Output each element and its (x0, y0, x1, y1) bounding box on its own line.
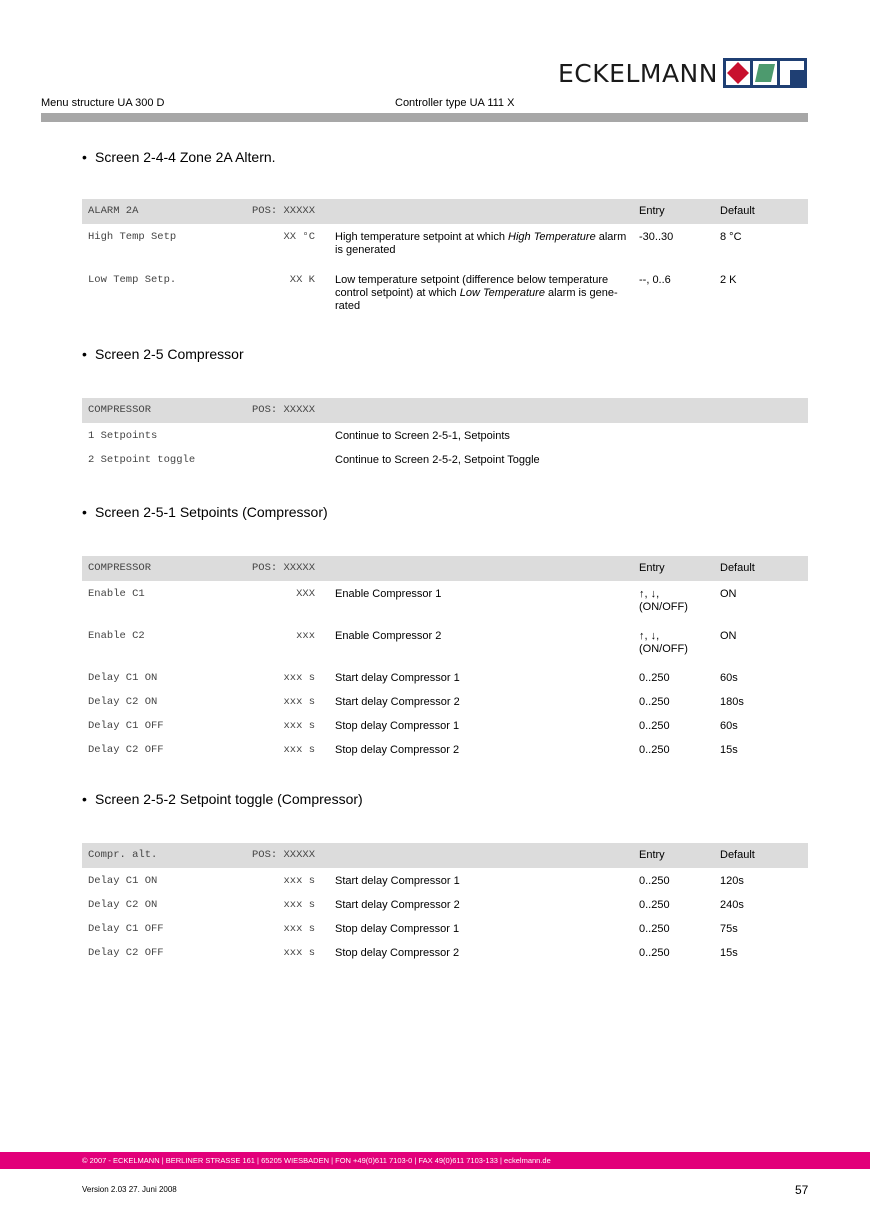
param-value: xxx s (283, 899, 315, 911)
param-entry: 0..250 (639, 899, 670, 911)
param-name: Delay C1 ON (88, 875, 158, 887)
table-row (82, 868, 808, 892)
param-description: Enable Compressor 2 (335, 630, 442, 642)
header-cell: ALARM 2A (82, 199, 237, 224)
param-value: xxx s (283, 672, 315, 684)
param-description: Start delay Compressor 2 (335, 696, 460, 708)
param-description: High temperature setpoint at which High Temperature alarm is generated (335, 231, 627, 256)
param-entry: 0..250 (639, 696, 670, 708)
table-row (82, 737, 808, 761)
header-cell: COMPRESSOR (82, 398, 237, 423)
table-row (82, 581, 808, 618)
header-cell: Default (710, 199, 808, 224)
param-name: Enable C2 (88, 630, 145, 642)
param-value: xxx s (283, 744, 315, 756)
header-cell: Entry (627, 843, 710, 868)
param-value: xxx (296, 630, 315, 642)
param-default: 60s (720, 720, 738, 732)
header-cell: Entry (627, 556, 710, 581)
bullet-icon: • (82, 791, 87, 807)
table-setpoints (82, 556, 808, 761)
param-default: 75s (720, 923, 738, 935)
param-value (237, 447, 315, 471)
header-cell (315, 199, 627, 224)
header-cell: POS: XXXXX (237, 556, 315, 581)
param-default: ON (720, 630, 737, 642)
param-entry (627, 423, 710, 447)
param-description: Stop delay Compressor 2 (335, 744, 460, 756)
header-document-title: Menu structure UA 300 D (41, 97, 165, 109)
param-description: Start delay Compressor 2 (335, 899, 460, 911)
table-compressor (82, 398, 808, 471)
param-entry: -30..30 (639, 231, 674, 243)
param-name: Delay C1 OFF (88, 720, 164, 732)
table-row (82, 916, 808, 940)
param-description: Enable Compressor 1 (335, 588, 442, 600)
header-cell: COMPRESSOR (82, 556, 237, 581)
table-row (82, 618, 808, 660)
param-value: XX K (289, 274, 315, 286)
section-heading-setpoints (82, 503, 808, 521)
param-name: Low Temp Setp. (88, 274, 177, 286)
header-cell (315, 556, 627, 581)
header-cell (315, 398, 627, 423)
param-value (237, 423, 315, 447)
param-default: 240s (720, 899, 744, 911)
header-divider (41, 113, 808, 122)
table-row (82, 689, 808, 713)
param-default: 2 K (720, 274, 737, 286)
param-name: 1 Setpoints (88, 430, 158, 442)
param-entry: ↑, ↓, (ON/OFF) (639, 630, 688, 655)
table-header-row (82, 843, 808, 868)
param-default: ON (720, 588, 737, 600)
param-entry: --, 0..6 (639, 274, 671, 286)
param-value: XXX (296, 588, 315, 600)
heading-text: Screen 2-5-2 Setpoint toggle (Compressor) (95, 791, 363, 807)
param-entry: ↑, ↓, (ON/OFF) (639, 588, 688, 613)
param-name: High Temp Setp (88, 231, 177, 243)
param-description: Start delay Compressor 1 (335, 875, 460, 887)
param-entry: 0..250 (639, 672, 670, 684)
table-header-row (82, 199, 808, 224)
table-row (82, 660, 808, 689)
param-description: Stop delay Compressor 1 (335, 720, 460, 732)
param-default: 180s (720, 696, 744, 708)
table-row (82, 261, 808, 317)
version-info: Version 2.03 27. Juni 2008 (82, 1185, 177, 1194)
header-cell: Compr. alt. (82, 843, 237, 868)
page-number: 57 (795, 1183, 809, 1197)
section-heading-compressor (82, 345, 808, 363)
table-row[interactable] (82, 423, 808, 447)
brand-mark-icon (723, 58, 807, 88)
param-value: xxx s (283, 923, 315, 935)
footer-address: © 2007 - ECKELMANN | BERLINER STRASSE 161 | 65205 WIESBADEN | FON +49(0)611 7103-0 | FAX 49(0)611 7103-133 | eckelmann.de (82, 1156, 551, 1165)
param-value: xxx s (283, 696, 315, 708)
header-cell: POS: XXXXX (237, 199, 315, 224)
param-description: Low temperature setpoint (difference below temperature control setpoint) at which Low Temperature alarm is gene-rated (335, 274, 618, 312)
param-default (710, 423, 808, 447)
param-name: Delay C2 ON (88, 899, 158, 911)
param-default: 8 °C (720, 231, 742, 243)
header-cell (627, 398, 710, 423)
bullet-icon: • (82, 149, 87, 165)
param-name: Delay C1 OFF (88, 923, 164, 935)
param-entry: 0..250 (639, 923, 670, 935)
section-heading-setpoint-toggle (82, 790, 808, 808)
param-value: xxx s (283, 720, 315, 732)
table-header-row (82, 398, 808, 423)
table-row[interactable] (82, 447, 808, 471)
table-alarm-2a (82, 199, 808, 317)
param-name: 2 Setpoint toggle (88, 454, 196, 466)
param-entry: 0..250 (639, 947, 670, 959)
param-value: xxx s (283, 875, 315, 887)
param-description: Stop delay Compressor 2 (335, 947, 460, 959)
bullet-icon: • (82, 346, 87, 362)
param-entry (627, 447, 710, 471)
param-description: Start delay Compressor 1 (335, 672, 460, 684)
header-cell (710, 398, 808, 423)
param-entry: 0..250 (639, 875, 670, 887)
param-name: Delay C2 ON (88, 696, 158, 708)
heading-text: Screen 2-5-1 Setpoints (Compressor) (95, 504, 328, 520)
table-row (82, 713, 808, 737)
table-row (82, 892, 808, 916)
param-name: Enable C1 (88, 588, 145, 600)
brand-name: ECKELMANN (558, 58, 718, 88)
section-heading-zone-2a (82, 148, 808, 166)
param-entry: 0..250 (639, 720, 670, 732)
param-default (710, 447, 808, 471)
bullet-icon: • (82, 504, 87, 520)
param-value: XX °C (283, 231, 315, 243)
param-default: 15s (720, 744, 738, 756)
param-name: Delay C2 OFF (88, 947, 164, 959)
header-controller-type: Controller type UA 111 X (395, 97, 515, 109)
heading-text: Screen 2-5 Compressor (95, 346, 244, 362)
param-entry: 0..250 (639, 744, 670, 756)
param-default: 120s (720, 875, 744, 887)
param-default: 60s (720, 672, 738, 684)
footer-bar (0, 1152, 870, 1169)
param-name: Delay C2 OFF (88, 744, 164, 756)
header-cell: Entry (627, 199, 710, 224)
header-cell: Default (710, 843, 808, 868)
header-cell: POS: XXXXX (237, 843, 315, 868)
table-setpoint-toggle (82, 843, 808, 964)
param-value: xxx s (283, 947, 315, 959)
table-row (82, 224, 808, 261)
param-description: Continue to Screen 2-5-1, Setpoints (335, 430, 510, 442)
header-cell: Default (710, 556, 808, 581)
table-row (82, 940, 808, 964)
heading-text: Screen 2-4-4 Zone 2A Altern. (95, 149, 276, 165)
param-default: 15s (720, 947, 738, 959)
header-cell: POS: XXXXX (237, 398, 315, 423)
param-description: Continue to Screen 2-5-2, Setpoint Toggle (335, 454, 540, 466)
eckelmann-logo (558, 57, 807, 89)
table-header-row (82, 556, 808, 581)
header-cell (315, 843, 627, 868)
param-description: Stop delay Compressor 1 (335, 923, 460, 935)
param-name: Delay C1 ON (88, 672, 158, 684)
